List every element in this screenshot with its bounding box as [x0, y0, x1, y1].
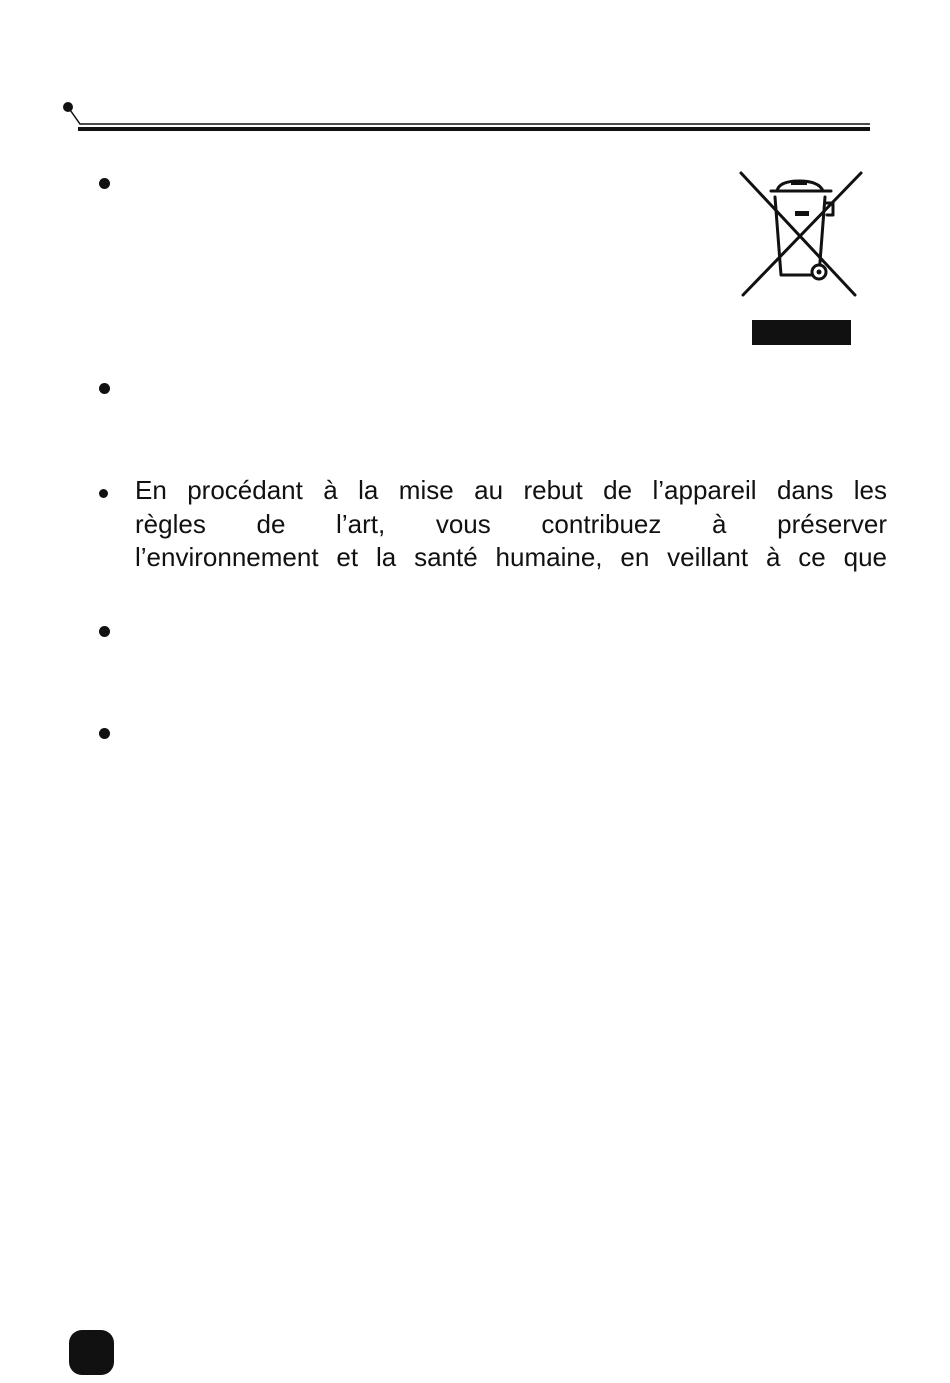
- bullet-3-paragraph: [135, 474, 887, 575]
- bullet-2-marker: [99, 383, 110, 394]
- bullet-4-marker: [99, 626, 110, 637]
- header-rule-decoration: [0, 0, 950, 140]
- crossed-out-wheelie-bin-icon: [735, 167, 865, 317]
- bullet-1-marker: [99, 178, 110, 189]
- page-number-badge: [69, 1330, 114, 1375]
- bullet-3-marker: [99, 489, 108, 498]
- bullet-3-line-3: l’environnement et la santé humaine, en veillant à ce que: [135, 542, 887, 572]
- weee-black-bar: [752, 320, 851, 345]
- header-rule: [0, 0, 950, 140]
- bullet-5-marker: [99, 728, 110, 739]
- weee-symbol: [735, 167, 865, 349]
- bullet-3-line-1: En procédant à la mise au rebut de l’appareil dans les: [135, 475, 887, 505]
- bullet-3-line-2: règles de l’art, vous contribuez à préserver: [135, 508, 887, 539]
